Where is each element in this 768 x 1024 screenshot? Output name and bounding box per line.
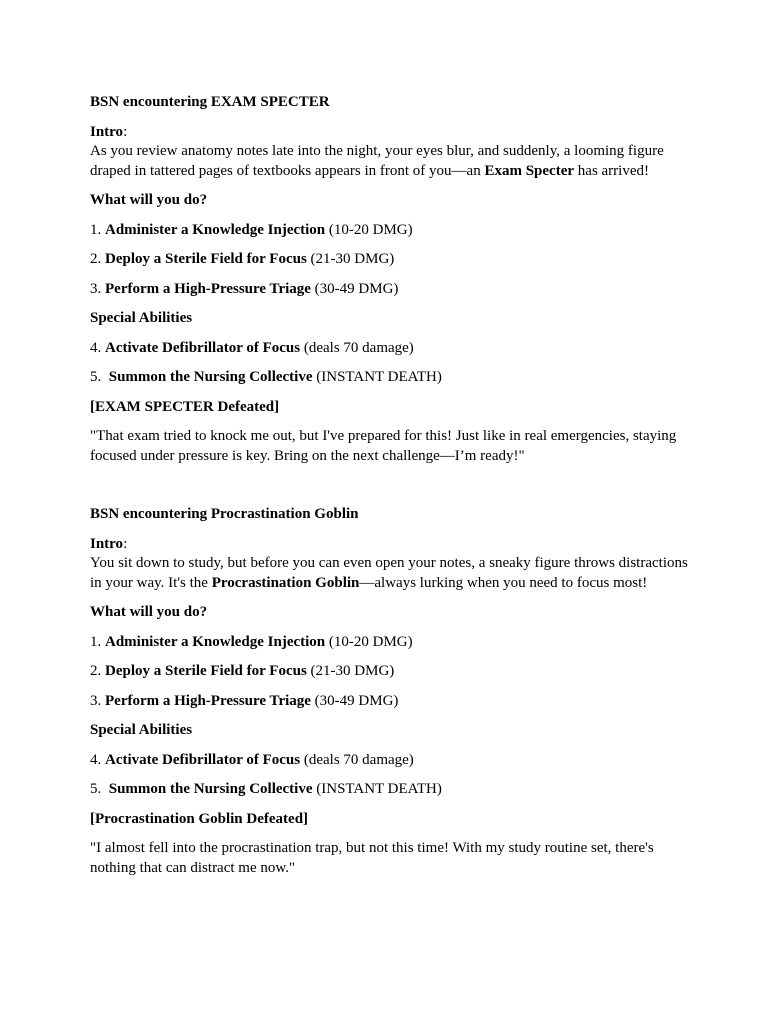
intro-text-after: has arrived! bbox=[574, 162, 649, 179]
intro-text-after: —always lurking when you need to focus most! bbox=[359, 574, 648, 591]
intro-text-before: As you review anatomy notes late into the night, your eyes blur, and suddenly, a looming figure draped in tattered pages of textbooks appears in front of you—an bbox=[90, 143, 664, 179]
option-number: 2. bbox=[90, 663, 105, 679]
section-title: BSN encountering EXAM SPECTER bbox=[90, 94, 330, 110]
option-detail: (30-49 DMG) bbox=[310, 692, 399, 709]
option-name: Summon the Nursing Collective bbox=[108, 781, 313, 797]
special-abilities-heading: Special Abilities bbox=[90, 722, 193, 738]
option-number: 4. bbox=[90, 751, 105, 768]
action-prompt: What will you do? bbox=[90, 604, 208, 620]
option-number: 2. bbox=[90, 251, 105, 267]
intro-enemy-name: Procrastination Goblin bbox=[211, 574, 360, 591]
option-number: 1. bbox=[90, 633, 105, 650]
defeated-banner: [EXAM SPECTER Defeated] bbox=[90, 398, 280, 415]
victory-quote: "I almost fell into the procrastination trap, but not this time! With my study routine set, there's nothing that can distract me now." bbox=[90, 840, 654, 876]
intro-label-line bbox=[90, 535, 690, 555]
option-detail: (INSTANT DEATH) bbox=[312, 781, 442, 797]
option-number: 3. bbox=[90, 692, 105, 709]
encounter-section-exam-specter bbox=[90, 93, 690, 466]
defeated-banner: [Procrastination Goblin Defeated] bbox=[90, 810, 309, 827]
option-name: Perform a High-Pressure Triage bbox=[105, 280, 311, 297]
option-detail: (10-20 DMG) bbox=[325, 221, 413, 238]
document-content bbox=[90, 93, 690, 878]
action-option-3 bbox=[90, 692, 690, 712]
action-option-2 bbox=[90, 250, 690, 270]
option-detail: (INSTANT DEATH) bbox=[312, 369, 442, 385]
action-option-3 bbox=[90, 280, 690, 300]
option-name: Administer a Knowledge Injection bbox=[105, 633, 326, 650]
option-number: 1. bbox=[90, 221, 105, 238]
special-option-5 bbox=[90, 780, 690, 800]
victory-quote: "That exam tried to knock me out, but I've prepared for this! Just like in real emergencies, staying focused under pressure is key. Bring on the next challenge—I’m ready!" bbox=[90, 428, 677, 464]
special-abilities-heading: Special Abilities bbox=[90, 310, 193, 326]
special-option-4 bbox=[90, 751, 690, 771]
option-number: 5. bbox=[90, 369, 109, 385]
option-number: 4. bbox=[90, 339, 105, 356]
option-detail: (10-20 DMG) bbox=[325, 633, 413, 650]
option-name: Activate Defibrillator of Focus bbox=[105, 339, 301, 356]
intro-colon: : bbox=[123, 535, 128, 552]
intro-label: Intro bbox=[90, 535, 124, 552]
action-option-1 bbox=[90, 221, 690, 241]
option-detail: (deals 70 damage) bbox=[300, 751, 414, 768]
option-detail: (30-49 DMG) bbox=[310, 280, 399, 297]
intro-colon: : bbox=[123, 123, 128, 140]
option-detail: (deals 70 damage) bbox=[300, 339, 414, 356]
intro-text-before: You sit down to study, but before you can even open your notes, a sneaky figure throws distractions in your way. It's the bbox=[90, 555, 688, 591]
option-detail: (21-30 DMG) bbox=[306, 251, 395, 267]
intro-text bbox=[90, 142, 690, 181]
option-name: Administer a Knowledge Injection bbox=[105, 221, 326, 238]
special-option-4 bbox=[90, 339, 690, 359]
option-number: 5. bbox=[90, 781, 109, 797]
intro-text bbox=[90, 554, 690, 593]
action-option-1 bbox=[90, 633, 690, 653]
encounter-section-procrastination-goblin bbox=[90, 505, 690, 878]
intro-label: Intro bbox=[90, 123, 124, 140]
option-name: Deploy a Sterile Field for Focus bbox=[105, 251, 307, 267]
option-name: Deploy a Sterile Field for Focus bbox=[105, 663, 307, 679]
special-option-5 bbox=[90, 368, 690, 388]
option-name: Perform a High-Pressure Triage bbox=[105, 692, 311, 709]
section-title: BSN encountering Procrastination Goblin bbox=[90, 506, 359, 522]
action-option-2 bbox=[90, 662, 690, 682]
option-number: 3. bbox=[90, 280, 105, 297]
option-name: Activate Defibrillator of Focus bbox=[105, 751, 301, 768]
intro-label-line bbox=[90, 123, 690, 143]
option-detail: (21-30 DMG) bbox=[306, 663, 395, 679]
intro-enemy-name: Exam Specter bbox=[484, 162, 575, 179]
option-name: Summon the Nursing Collective bbox=[108, 369, 313, 385]
action-prompt: What will you do? bbox=[90, 192, 208, 208]
